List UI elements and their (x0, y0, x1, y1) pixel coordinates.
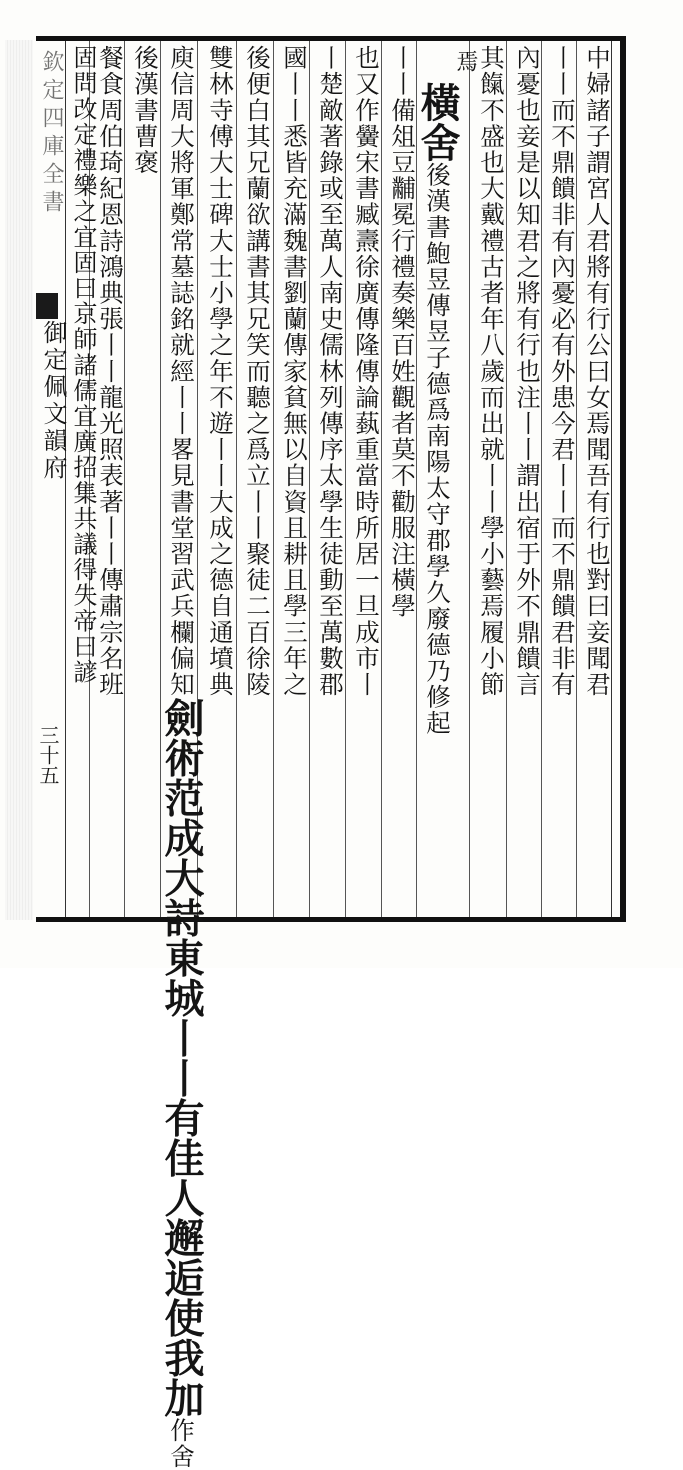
frame-bottom-border (36, 917, 624, 922)
spine-book-title: 御定佩文韻府 (39, 320, 67, 482)
text-column: 後漢書曹褒 (131, 45, 160, 176)
text-column: 丨楚敵著錄或至萬人南史儒林列傳序太學生徒動至萬數郡 (316, 45, 345, 698)
heading-column (158, 45, 205, 1470)
text-column: 內憂也妾是以知君之將有行也注丨丨謂出宿于外不鼎饋言 (513, 45, 542, 698)
entry-heading: 劍術范成大詩東城丨丨有佳人邂逅使我加 (158, 697, 205, 1418)
frame-right-border (620, 36, 626, 922)
text-column: 丨丨而不鼎饋非有內憂必有外患今君丨丨而不鼎饋君非有 (548, 45, 577, 698)
page-number: 三十五 (36, 725, 60, 785)
text-column: 雙林寺傅大士碑大士小學之年不遊丨丨大成之德自通墳典 (206, 45, 235, 698)
page-edge (5, 40, 33, 920)
entry-text: 作舍 (167, 1417, 196, 1470)
spine-title: 欽定四庫全書 (39, 50, 64, 218)
text-column: 丨丨備俎豆黼冕行禮奏樂百姓觀者莫不勸服注橫學 (388, 45, 417, 620)
entry-text: 後漢書鮑昱傳昱子德爲南陽太守郡學久廢德乃修起 (423, 162, 452, 737)
heading-column (414, 82, 461, 948)
text-column: 其餼不盛也大戴禮古者年八歲而出就丨丨學小藝焉履小節 (477, 45, 506, 698)
entry-text: 庾信周大將軍鄭常墓誌銘就經丨丨畧見書堂習武兵欄偏知 (167, 45, 196, 698)
spine-fishtail-mark (36, 293, 58, 319)
column-lead-char: 焉 (453, 50, 478, 74)
text-column: 也又作黌宋書臧燾徐廣傳隆傳論蓺重當時所居一旦成市丨 (352, 45, 381, 698)
text-column: 餐食周伯琦紀恩詩鴻典張丨丨龍光照表著丨丨傳肅宗名班 (96, 45, 125, 698)
text-column: 中婦諸子謂宮人君將有行公曰女焉聞吾有行也對曰妾聞君 (583, 45, 612, 698)
text-column: 後便白其兄蘭欲講書其兄笑而聽之爲立丨丨聚徒二百徐陵 (243, 45, 272, 698)
text-column: 固問改定禮樂之宜固曰京師諸儒宜廣招集共議得失帝曰諺 (69, 45, 97, 685)
entry-heading: 橫舍 (414, 82, 461, 162)
text-column: 國丨丨悉皆充滿魏書劉蘭傳家貧無以自資且耕且學三年之 (280, 45, 309, 698)
